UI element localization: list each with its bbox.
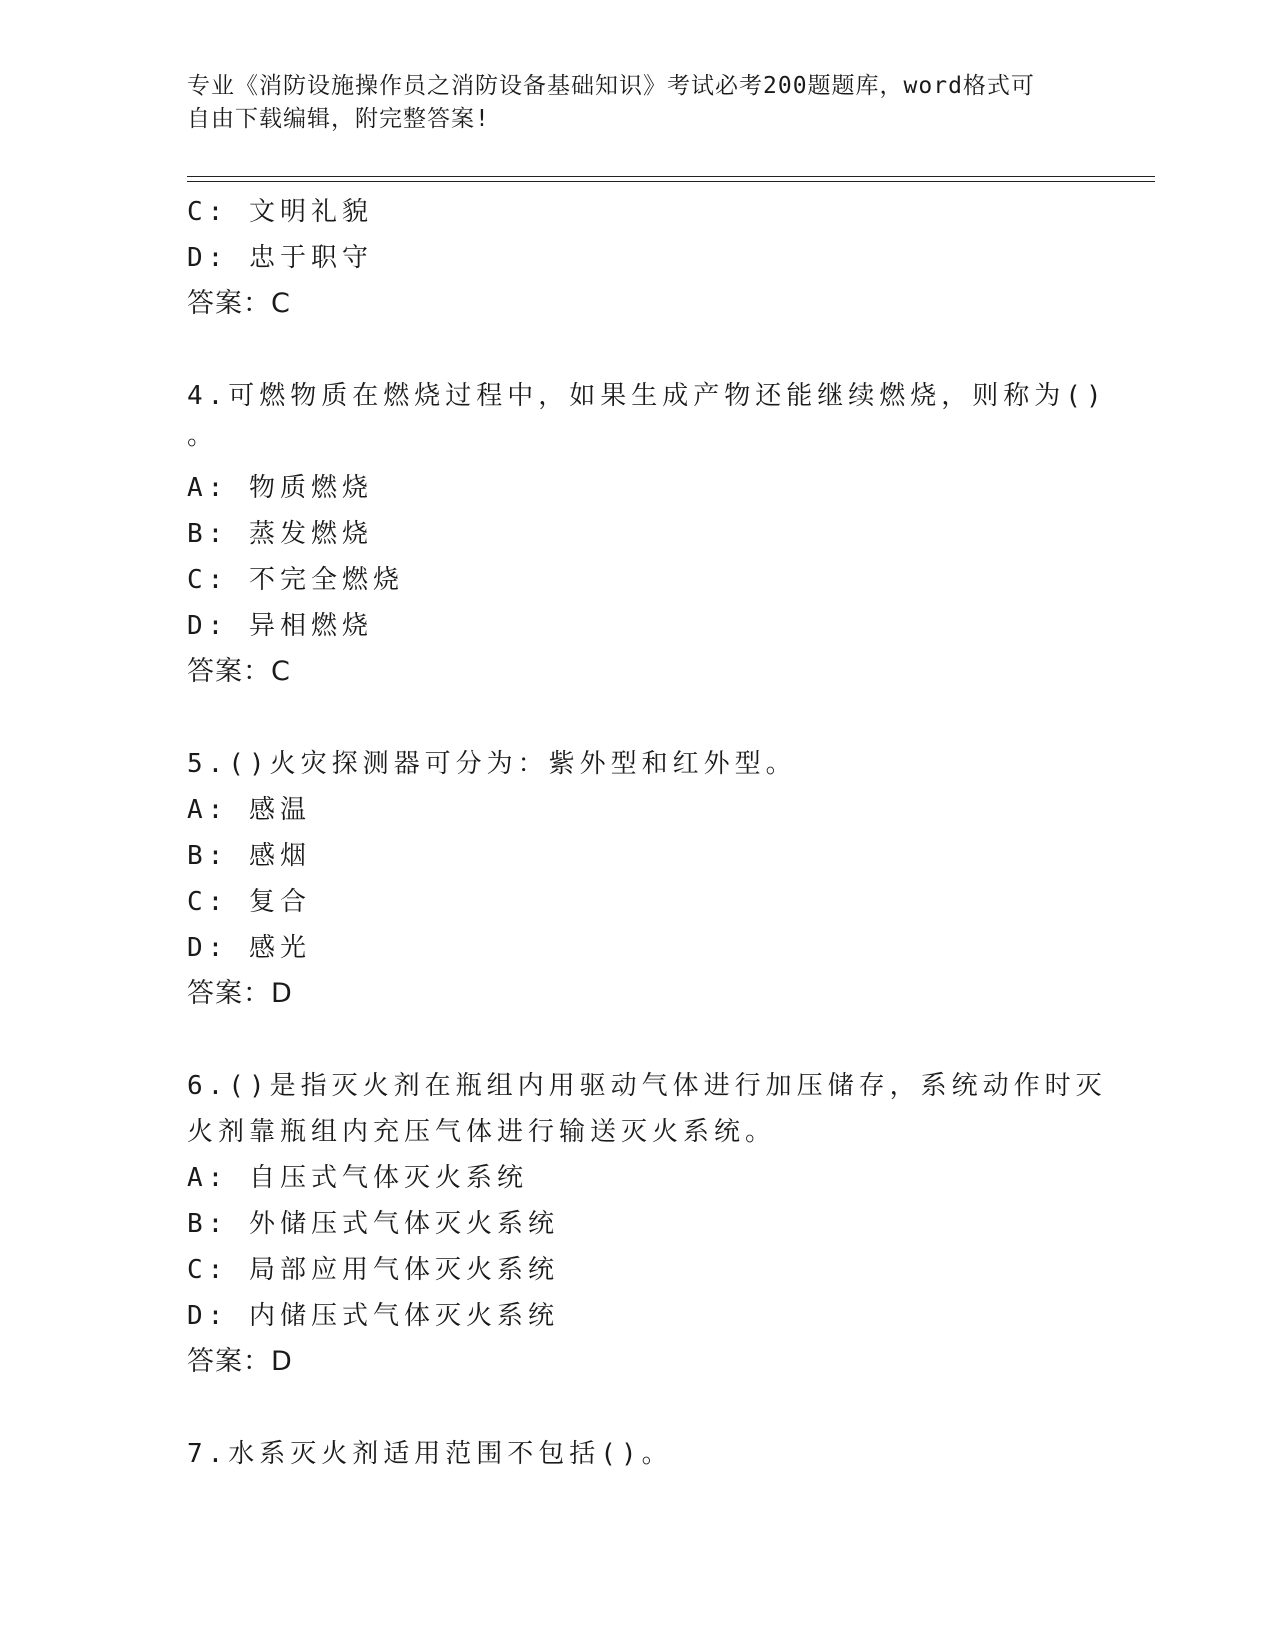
question-7 (187, 1431, 1087, 1477)
option-c: C: 文明礼貌 (187, 197, 373, 227)
option-c: C: 局部应用气体灭火系统 (187, 1255, 559, 1285)
option-b: B: 外储压式气体灭火系统 (187, 1209, 559, 1239)
question-stem-tail: 。 (187, 421, 219, 451)
option-a: A: 物质燃烧 (187, 473, 373, 503)
option-a: A: 感温 (187, 795, 311, 825)
question-list (187, 189, 1107, 1477)
question-4 (187, 373, 1107, 695)
option-a: A: 自压式气体灭火系统 (187, 1163, 528, 1193)
answer-line: 答案：C (187, 288, 291, 319)
answer-line: 答案：C (187, 656, 291, 687)
page-header (187, 70, 1087, 136)
header-line-1: 专业《消防设施操作员之消防设备基础知识》考试必考200题题库，word格式可 (187, 73, 1035, 99)
option-b: B: 感烟 (187, 841, 311, 871)
question-6 (187, 1063, 1107, 1385)
option-d: D: 感光 (187, 933, 311, 963)
option-d: D: 异相燃烧 (187, 611, 373, 641)
answer-line: 答案：D (187, 978, 293, 1009)
question-3-tail (187, 189, 1087, 327)
answer-line: 答案：D (187, 1346, 293, 1377)
question-stem-line-1: 6.()是指灭火剂在瓶组内用驱动气体进行加压储存，系统动作时灭 (187, 1071, 1107, 1101)
question-stem: 4.可燃物质在燃烧过程中，如果生成产物还能继续燃烧，则称为() (187, 381, 1107, 411)
header-divider (187, 176, 1155, 182)
option-d: D: 内储压式气体灭火系统 (187, 1301, 559, 1331)
option-c: C: 不完全燃烧 (187, 565, 404, 595)
question-stem: 7.水系灭火剂适用范围不包括()。 (187, 1439, 673, 1469)
header-line-2: 自由下载编辑，附完整答案! (187, 106, 490, 132)
question-stem: 5.()火灾探测器可分为：紫外型和红外型。 (187, 749, 797, 779)
option-c: C: 复合 (187, 887, 311, 917)
question-5 (187, 741, 1087, 1017)
option-d: D: 忠于职守 (187, 243, 373, 273)
option-b: B: 蒸发燃烧 (187, 519, 373, 549)
question-stem-line-2: 火剂靠瓶组内充压气体进行输送灭火系统。 (187, 1117, 777, 1147)
